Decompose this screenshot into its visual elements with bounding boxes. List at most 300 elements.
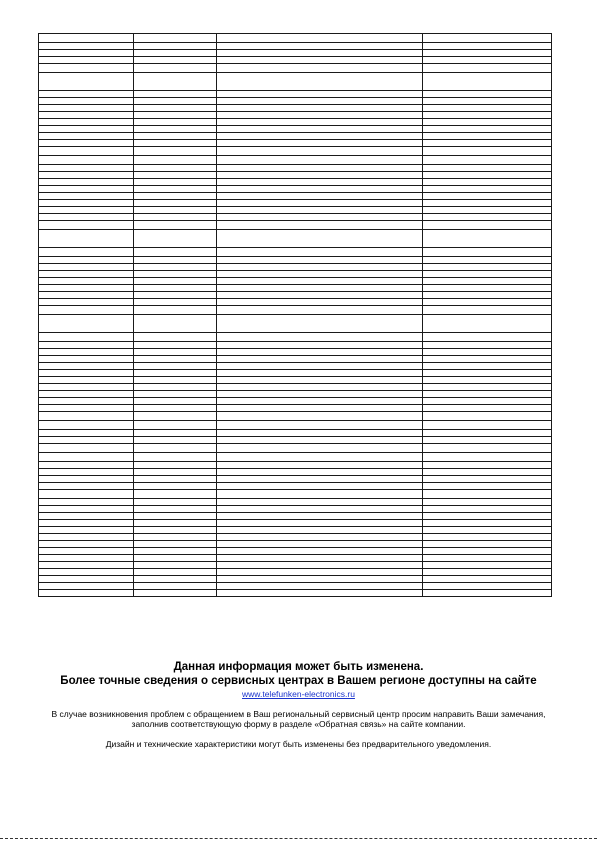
table-cell: [134, 356, 217, 363]
table-cell: [39, 119, 134, 126]
table-cell: [217, 292, 423, 299]
table-cell: [423, 105, 552, 112]
table-cell: [217, 541, 423, 548]
table-row: [39, 342, 552, 349]
table-cell: [134, 370, 217, 377]
table-cell: [423, 430, 552, 437]
table-cell: [134, 156, 217, 165]
table-cell: [217, 412, 423, 421]
table-cell: [217, 363, 423, 370]
table-cell: [423, 50, 552, 57]
table-cell: [134, 377, 217, 384]
table-cell: [217, 405, 423, 412]
table-cell: [423, 370, 552, 377]
table-cell: [423, 527, 552, 534]
notice-line-1: Данная информация может быть изменена.: [173, 661, 424, 673]
table-cell: [39, 513, 134, 520]
table-cell: [134, 140, 217, 147]
table-cell: [217, 57, 423, 64]
table-cell: [217, 315, 423, 333]
table-cell: [39, 165, 134, 172]
table-cell: [39, 214, 134, 221]
table-cell: [217, 569, 423, 576]
table-row: [39, 292, 552, 299]
table-cell: [134, 430, 217, 437]
table-cell: [39, 506, 134, 513]
table-row: [39, 499, 552, 506]
table-row: [39, 165, 552, 172]
table-cell: [39, 391, 134, 398]
table-cell: [217, 391, 423, 398]
table-cell: [217, 342, 423, 349]
table-cell: [423, 271, 552, 278]
table-cell: [134, 230, 217, 248]
service-centers-table-body: [39, 34, 552, 597]
table-cell: [217, 506, 423, 513]
table-row: [39, 50, 552, 57]
table-cell: [217, 179, 423, 186]
table-cell: [39, 57, 134, 64]
table-row: [39, 506, 552, 513]
table-cell: [217, 221, 423, 230]
table-cell: [134, 384, 217, 391]
table-cell: [39, 34, 134, 43]
table-cell: [134, 172, 217, 179]
table-cell: [217, 534, 423, 541]
table-cell: [423, 499, 552, 506]
table-cell: [423, 172, 552, 179]
table-cell: [39, 133, 134, 140]
table-cell: [423, 384, 552, 391]
table-cell: [134, 569, 217, 576]
table-cell: [39, 285, 134, 292]
table-row: [39, 421, 552, 430]
table-cell: [217, 186, 423, 193]
table-cell: [217, 483, 423, 490]
table-cell: [423, 126, 552, 133]
table-cell: [39, 179, 134, 186]
table-cell: [423, 444, 552, 453]
table-cell: [423, 391, 552, 398]
table-cell: [39, 221, 134, 230]
table-row: [39, 64, 552, 73]
table-cell: [39, 541, 134, 548]
table-row: [39, 43, 552, 50]
table-cell: [217, 98, 423, 105]
table-cell: [423, 91, 552, 98]
table-cell: [39, 363, 134, 370]
table-cell: [423, 462, 552, 469]
table-row: [39, 462, 552, 469]
table-row: [39, 405, 552, 412]
table-row: [39, 513, 552, 520]
table-row: [39, 285, 552, 292]
table-cell: [423, 476, 552, 483]
table-cell: [134, 548, 217, 555]
table-cell: [423, 64, 552, 73]
table-cell: [39, 590, 134, 597]
table-cell: [423, 179, 552, 186]
table-row: [39, 299, 552, 306]
table-cell: [134, 214, 217, 221]
table-cell: [217, 398, 423, 405]
table-cell: [423, 214, 552, 221]
table-row: [39, 156, 552, 165]
table-cell: [39, 342, 134, 349]
table-cell: [39, 356, 134, 363]
table-row: [39, 193, 552, 200]
table-cell: [39, 370, 134, 377]
table-cell: [217, 299, 423, 306]
table-row: [39, 398, 552, 405]
table-row: [39, 520, 552, 527]
table-row: [39, 140, 552, 147]
table-row: [39, 207, 552, 214]
table-cell: [423, 285, 552, 292]
table-cell: [423, 200, 552, 207]
table-cell: [217, 50, 423, 57]
table-cell: [423, 541, 552, 548]
issue-line-2: заполнив соответствующую форму в разделе «Обратная связь» на сайте компании.: [131, 719, 466, 729]
table-cell: [217, 306, 423, 315]
table-row: [39, 541, 552, 548]
table-row: [39, 186, 552, 193]
table-row: [39, 469, 552, 476]
table-cell: [134, 119, 217, 126]
table-row: [39, 221, 552, 230]
table-cell: [217, 193, 423, 200]
table-cell: [217, 147, 423, 156]
table-cell: [39, 569, 134, 576]
table-cell: [423, 292, 552, 299]
table-row: [39, 370, 552, 377]
table-cell: [134, 147, 217, 156]
table-cell: [217, 333, 423, 342]
table-cell: [39, 140, 134, 147]
table-cell: [39, 576, 134, 583]
table-cell: [423, 548, 552, 555]
table-cell: [134, 412, 217, 421]
table-cell: [39, 156, 134, 165]
table-cell: [217, 548, 423, 555]
table-cell: [217, 200, 423, 207]
table-cell: [423, 421, 552, 430]
table-cell: [134, 105, 217, 112]
table-cell: [134, 405, 217, 412]
table-cell: [217, 499, 423, 506]
table-row: [39, 147, 552, 156]
table-cell: [134, 513, 217, 520]
table-row: [39, 590, 552, 597]
table-row: [39, 576, 552, 583]
table-cell: [423, 230, 552, 248]
table-cell: [134, 506, 217, 513]
table-cell: [217, 112, 423, 119]
table-cell: [134, 462, 217, 469]
table-cell: [39, 444, 134, 453]
table-cell: [217, 271, 423, 278]
table-cell: [217, 430, 423, 437]
table-cell: [39, 43, 134, 50]
table-cell: [423, 140, 552, 147]
table-cell: [39, 583, 134, 590]
table-cell: [423, 356, 552, 363]
table-cell: [39, 534, 134, 541]
table-cell: [39, 315, 134, 333]
table-cell: [134, 576, 217, 583]
table-row: [39, 412, 552, 421]
table-cell: [217, 64, 423, 73]
table-cell: [134, 490, 217, 499]
table-cell: [134, 165, 217, 172]
table-cell: [217, 562, 423, 569]
table-cell: [423, 490, 552, 499]
table-cell: [423, 207, 552, 214]
table-row: [39, 179, 552, 186]
table-cell: [134, 444, 217, 453]
table-cell: [423, 57, 552, 64]
table-cell: [134, 207, 217, 214]
table-row: [39, 356, 552, 363]
table-cell: [39, 257, 134, 264]
table-cell: [423, 377, 552, 384]
table-cell: [39, 499, 134, 506]
table-cell: [423, 569, 552, 576]
table-cell: [423, 98, 552, 105]
table-cell: [423, 590, 552, 597]
table-cell: [39, 91, 134, 98]
table-row: [39, 73, 552, 91]
table-cell: [134, 421, 217, 430]
table-cell: [134, 64, 217, 73]
table-row: [39, 119, 552, 126]
table-cell: [134, 315, 217, 333]
table-cell: [423, 264, 552, 271]
table-row: [39, 349, 552, 356]
table-cell: [39, 476, 134, 483]
table-row: [39, 430, 552, 437]
table-cell: [134, 257, 217, 264]
table-cell: [217, 257, 423, 264]
table-cell: [39, 172, 134, 179]
table-cell: [423, 469, 552, 476]
table-row: [39, 534, 552, 541]
table-cell: [39, 349, 134, 356]
table-cell: [134, 186, 217, 193]
table-cell: [217, 278, 423, 285]
table-cell: [39, 462, 134, 469]
table-cell: [217, 576, 423, 583]
table-cell: [217, 133, 423, 140]
table-cell: [217, 384, 423, 391]
table-cell: [423, 534, 552, 541]
table-cell: [39, 555, 134, 562]
table-cell: [423, 555, 552, 562]
table-row: [39, 333, 552, 342]
table-row: [39, 437, 552, 444]
table-cell: [423, 306, 552, 315]
table-cell: [39, 50, 134, 57]
table-cell: [134, 112, 217, 119]
table-cell: [134, 590, 217, 597]
table-cell: [134, 437, 217, 444]
table-row: [39, 363, 552, 370]
table-cell: [134, 200, 217, 207]
table-row: [39, 230, 552, 248]
table-row: [39, 569, 552, 576]
table-cell: [39, 105, 134, 112]
table-cell: [134, 264, 217, 271]
table-cell: [217, 590, 423, 597]
table-cell: [39, 548, 134, 555]
table-cell: [217, 462, 423, 469]
issue-line-1: В случае возникновения проблем с обращением в Ваш региональный сервисный центр просим направить Ваши замечания,: [51, 709, 546, 719]
table-cell: [423, 405, 552, 412]
table-cell: [134, 349, 217, 356]
table-cell: [134, 333, 217, 342]
table-row: [39, 483, 552, 490]
table-cell: [39, 126, 134, 133]
table-cell: [423, 437, 552, 444]
table-cell: [134, 453, 217, 462]
service-centers-table: [38, 33, 552, 597]
table-cell: [217, 444, 423, 453]
table-cell: [423, 363, 552, 370]
table-cell: [39, 377, 134, 384]
table-cell: [423, 483, 552, 490]
table-row: [39, 214, 552, 221]
website-link[interactable]: www.telefunken-electronics.ru: [242, 689, 355, 699]
table-cell: [134, 483, 217, 490]
table-cell: [134, 73, 217, 91]
table-cell: [217, 476, 423, 483]
table-cell: [39, 437, 134, 444]
table-cell: [39, 207, 134, 214]
table-cell: [39, 248, 134, 257]
table-cell: [39, 186, 134, 193]
table-cell: [39, 64, 134, 73]
table-row: [39, 105, 552, 112]
table-cell: [134, 43, 217, 50]
table-cell: [39, 412, 134, 421]
table-cell: [423, 520, 552, 527]
table-cell: [39, 430, 134, 437]
table-row: [39, 98, 552, 105]
table-cell: [217, 165, 423, 172]
notice-line-2: Более точные сведения о сервисных центрах в Вашем регионе доступны на сайте: [60, 675, 537, 687]
table-cell: [134, 476, 217, 483]
table-cell: [134, 98, 217, 105]
table-cell: [423, 398, 552, 405]
table-cell: [134, 342, 217, 349]
table-cell: [423, 193, 552, 200]
table-cell: [134, 363, 217, 370]
table-cell: [134, 50, 217, 57]
table-cell: [134, 133, 217, 140]
table-cell: [423, 221, 552, 230]
table-cell: [423, 315, 552, 333]
table-cell: [423, 349, 552, 356]
table-cell: [423, 506, 552, 513]
table-cell: [134, 562, 217, 569]
table-cell: [134, 499, 217, 506]
table-cell: [423, 186, 552, 193]
table-cell: [217, 230, 423, 248]
table-cell: [217, 207, 423, 214]
table-cell: [134, 292, 217, 299]
table-cell: [134, 299, 217, 306]
table-cell: [134, 391, 217, 398]
table-cell: [217, 356, 423, 363]
table-row: [39, 490, 552, 499]
table-cell: [39, 73, 134, 91]
table-cell: [39, 98, 134, 105]
table-cell: [39, 306, 134, 315]
table-cell: [217, 264, 423, 271]
table-cell: [423, 412, 552, 421]
table-cell: [39, 193, 134, 200]
table-row: [39, 91, 552, 98]
table-cell: [39, 483, 134, 490]
table-cell: [134, 398, 217, 405]
table-cell: [423, 257, 552, 264]
table-cell: [217, 490, 423, 499]
table-cell: [39, 292, 134, 299]
table-cell: [134, 306, 217, 315]
table-cell: [39, 421, 134, 430]
table-cell: [217, 377, 423, 384]
table-cell: [217, 513, 423, 520]
table-cell: [134, 534, 217, 541]
table-cell: [217, 285, 423, 292]
table-row: [39, 384, 552, 391]
table-row: [39, 555, 552, 562]
table-cell: [423, 342, 552, 349]
table-cell: [39, 299, 134, 306]
table-cell: [134, 278, 217, 285]
table-row: [39, 527, 552, 534]
table-cell: [39, 200, 134, 207]
table-cell: [39, 264, 134, 271]
table-cell: [39, 469, 134, 476]
table-cell: [217, 469, 423, 476]
table-cell: [423, 453, 552, 462]
table-cell: [217, 527, 423, 534]
table-cell: [423, 576, 552, 583]
table-cell: [217, 437, 423, 444]
table-cell: [134, 91, 217, 98]
table-cell: [134, 57, 217, 64]
table-row: [39, 315, 552, 333]
table-cell: [217, 172, 423, 179]
table-cell: [134, 527, 217, 534]
table-row: [39, 34, 552, 43]
table-cell: [217, 43, 423, 50]
table-row: [39, 57, 552, 64]
table-cell: [134, 126, 217, 133]
table-cell: [423, 119, 552, 126]
table-cell: [423, 513, 552, 520]
table-cell: [39, 384, 134, 391]
table-cell: [423, 43, 552, 50]
table-cell: [423, 248, 552, 257]
table-row: [39, 200, 552, 207]
table-cell: [217, 349, 423, 356]
table-cell: [217, 583, 423, 590]
table-cell: [423, 112, 552, 119]
table-cell: [39, 520, 134, 527]
table-cell: [39, 271, 134, 278]
